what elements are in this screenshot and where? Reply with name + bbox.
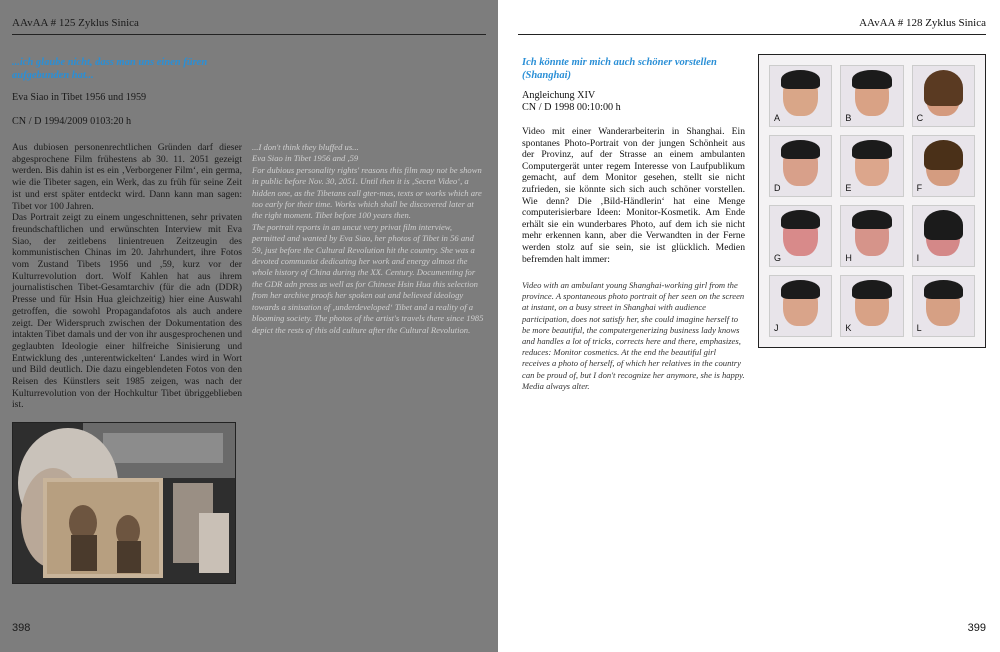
- portrait-label: L: [916, 323, 922, 333]
- portrait-label: K: [845, 323, 852, 333]
- portrait-cell: [840, 205, 903, 267]
- portrait-label: F: [916, 183, 923, 193]
- left-page: [0, 0, 498, 652]
- right-header: AAvAA # 128 Zyklus Sinica: [859, 17, 986, 29]
- shanghai-portrait-grid: [758, 54, 986, 348]
- left-quote-title: ...ich glaube nicht, dass man uns einen füren aufgebunden hat...: [12, 57, 208, 81]
- right-header-rule: [518, 34, 986, 35]
- portrait-label: B: [845, 113, 852, 123]
- left-header: AAvAA # 125 Zyklus Sinica: [12, 17, 139, 29]
- portrait-label: H: [845, 253, 852, 263]
- portrait-cell: [769, 135, 832, 197]
- portrait-grid: [769, 65, 975, 337]
- portrait-cell: [912, 205, 975, 267]
- portrait-cell: [840, 135, 903, 197]
- right-meta: CN / D 1998 00:10:00 h: [522, 102, 621, 113]
- portrait-label: C: [916, 113, 924, 123]
- portrait-cell: [769, 275, 832, 337]
- left-english-text: ...I don't think they bluffed us... Eva Siao in Tibet 1956 and ,59 For dubious personality rights' reasons this film may not be shown in public before Nov. 30, 2051. Until then it is ‚Secret Video‘, a hidden one, as the Tibetans call gter-mas, texts or works which are too early for their time. Works which shall be discovered later at the right moment. Tibet before 100 years then. The portrait reports in an uncut very privat film interview, permitted and wanted by Eva Siao, her photos of Tibet in 56 and 59, just before the Cultural Revolution hit the country. She was a devoted communist dedicating her work and energy almost the whole history of China during the XX. Century. Documenting for the GDR adn press as well as for Chinese Hsin Hua this selection from her archive proofs her spoken out and believed ideology towards a sinisation of ‚underdeveloped‘ Tibet and a reality of a blooming society. The photos of the artist's travels there since 1985 depict the rests of this old culture after the Cultural Revolution.: [252, 142, 484, 335]
- portrait-cell: [769, 205, 832, 267]
- portrait-label: E: [845, 183, 852, 193]
- left-meta: CN / D 1994/2009 0103:20 h: [12, 116, 132, 127]
- right-subtitle: Angleichung XIV: [522, 90, 596, 101]
- portrait-cell: [840, 275, 903, 337]
- portrait-cell: [912, 275, 975, 337]
- portrait-label: A: [774, 113, 781, 123]
- right-quote-title: Ich könnte mir mich auch schöner vorstellen (Shanghai): [522, 57, 717, 81]
- portrait-cell: [912, 65, 975, 127]
- left-german-text: Aus dubiosen personenrechtlichen Gründen darf dieser abgesprochene Film frühestens ab 30. 11. 2051 gezeigt werden. Bis dahin ist es ein ‚Verborgener Film‘, ein germa, wie die Tibeter sagen, ein Werk, das zu früh für seine Zeit ist und erst später entdeckt wird. Dann kann man sagen: Tibet vor 100 Jahren. Das Portrait zeigt zu einem ungeschnittenen, sehr privaten freundschaftlichen und erwünschten Interview mit Eva Siao, der zeitlebens linientreuen Zeitzeugin des kommunistischen Chinas im 20. Jahrhundert, ihre Fotos vom Zustand Tibets 1956 und ,59, kurz vor der Kulturrevolution dort. Wolf Kahlen hat aus ihrem journalistischen Tibet-Gesamtarchiv (für die adn (DDR) Presse und für Hsin Hua gleichzeitig) hier eine Auswahl getroffen, die sowohl Propagandafotos als auch andere zeigt. Der Widerspruch zwischen der Dokumentation des intakten Tibet damals und der von ihr ausgesprochenen und geglaubten Ideologie einer hilfreiche Sinisierung und Entwicklung des ‚unterentwickelten‘ Landes wird in Wort und Bild deutlich. Die dazu eingeblendeten Fotos von den Reisen des Künstlers seit 1985 zeigen, was nach der Kulturrevolution von der Hochkultur Tibet übriggeblieben ist.: [12, 142, 242, 411]
- left-page-number: 398: [12, 622, 31, 634]
- portrait-cell: [769, 65, 832, 127]
- right-page: [498, 0, 1000, 652]
- right-english-text: Video with an ambulant young Shanghai-working girl from the province. A spontaneous photo portrait of her seen on the screen at instant, on a busy street in Shanghai with audience participation, does not satisfy her, she could imagine herself to be more beautiful, the computergenerizing business lady knows and handles a lot of tricks, corrects here and there, emphasizes, reduces: Monitor cosmetics. At the end the beautiful girl receives a photo of herself, of which her relatives in the country can be proud of, but I don't recognize her anymore, she is happy. Media always alter.: [522, 280, 745, 391]
- eva-siao-photo: [12, 422, 236, 584]
- portrait-label: G: [774, 253, 782, 263]
- right-german-text: Video mit einer Wanderarbeiterin in Shanghai. Ein spontanes Photo-Portrait von der jungen Schönheit aus der Provinz, auf der Strasse an einem ambulanten Computergerät unter regem Interesse von Laufpublikum gemacht, auf dem Monitor gesehen, stellt sie nicht zufrieden, sie könnte sich sich auch schöner vorstellen. Wie denn? Die ‚Bild-Händlerin‘ hat eine Menge computerisierbare Ideen: Monitor-Kosmetik. Am Ende erhält sie ein wunderbares Photo, auf dem ich sie nicht mehr erkennen kann, aber die Verwandten in der Ferne werden stolz auf sie sein, sie ist glücklich. Medien befremden halt immer:: [522, 126, 745, 265]
- portrait-cell: [912, 135, 975, 197]
- portrait-label: J: [774, 323, 779, 333]
- portrait-label: D: [774, 183, 781, 193]
- right-page-number: 399: [967, 622, 986, 634]
- portrait-cell: [840, 65, 903, 127]
- left-header-rule: [12, 34, 486, 35]
- portrait-label: I: [916, 253, 920, 263]
- left-subtitle: Eva Siao in Tibet 1956 und 1959: [12, 92, 147, 103]
- eva-siao-collage-image: [13, 423, 235, 583]
